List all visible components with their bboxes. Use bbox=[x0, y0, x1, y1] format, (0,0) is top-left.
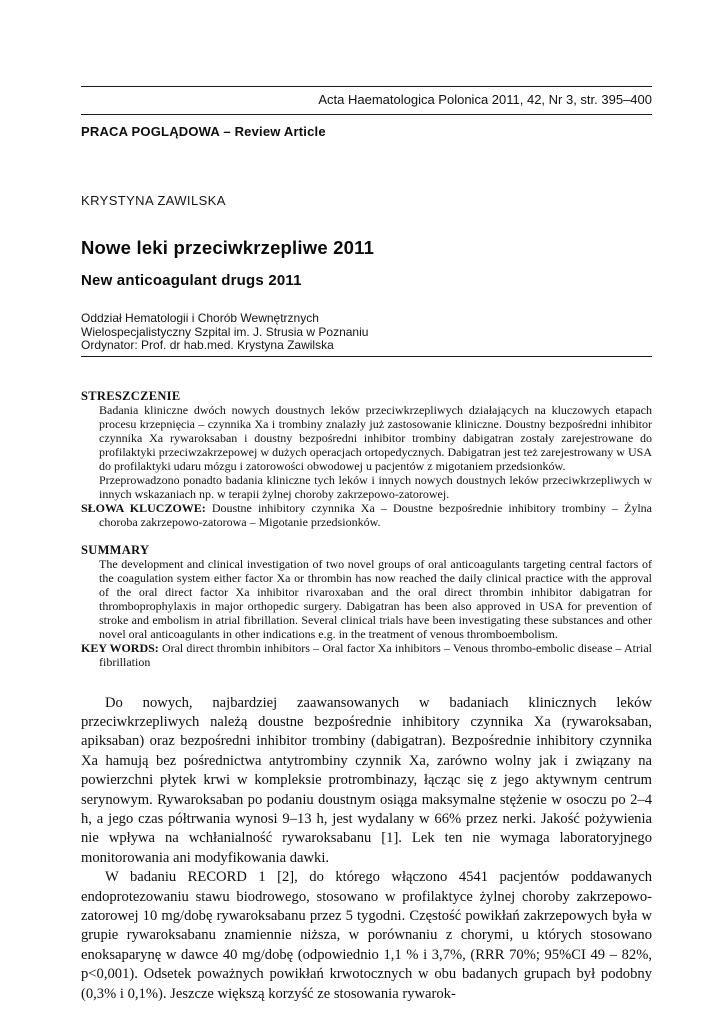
affiliation-block bbox=[81, 312, 652, 353]
abstract-polish-section bbox=[81, 389, 652, 529]
article-title-english: New anticoagulant drugs 2011 bbox=[81, 272, 302, 289]
content-column bbox=[81, 0, 652, 1004]
abstract-english-paragraph: The development and clinical investigation of two novel groups of oral anticoagulants targeting central factors of the coagulation system either factor Xa or thrombin has now reached the daily clinical practice with the approval of the oral direct factor Xa inhibitor rivaroxaban and the oral direct thrombin inhibitor dabigatran for thromboprophylaxis in major orthopedic surgery. Dabigatran has been also approved in USA for prevention of stroke and embolism in atrial fibrillation. Several clinical trials have been investigating these substances and other novel oral anticoagulants in other indications e.g. in the treatment of venous thromboembolism. bbox=[99, 556, 652, 641]
affiliation-rule bbox=[81, 356, 652, 357]
keywords-polish-text: Doustne inhibitory czynnika Xa – Doustne bezpośrednie inhibitory trombiny – Żylna choroba zakrzepowo-zatorowa – Migotanie przedsionków. bbox=[99, 500, 652, 529]
article-body bbox=[81, 694, 652, 1005]
article-type-label: PRACA POGLĄDOWA – Review Article bbox=[81, 124, 326, 139]
abstract-english-heading: SUMMARY bbox=[81, 542, 150, 557]
abstract-polish-heading: STRESZCZENIE bbox=[81, 388, 181, 403]
keywords-english-text: Oral direct thrombin inhibitors – Oral factor Xa inhibitors – Venous thrombo-embolic disease – Atrial fibrillation bbox=[99, 640, 653, 669]
journal-citation-line: Acta Haematologica Polonica 2011, 42, Nr 3, str. 395–400 bbox=[318, 92, 652, 107]
keywords-polish-label: SŁOWA KLUCZOWE: bbox=[81, 500, 206, 515]
body-paragraph: W badaniu RECORD 1 [2], do którego włączono 4541 pacjentów poddawanych endoprotezowaniu stawu biodrowego, stosowano w profilaktyce żylnej choroby zakrzepowo-zatorowej 10 mg/dobę rywaroksabanu przez 5 tygodni. Częstość powikłań zakrzepowych była w grupie rywaroksabanu znamiennie niższa, w porównaniu z chorymi, u których stosowano enoksaparynę w dawce 40 mg/dobę (odpowiednio 1,1 % i 3,7%, (RRR 70%; 95%CI 49 – 82%, p<0,001). Odsetek poważnych powikłań krwotocznych w obu badanych grupach był podobny (0,3% i 0,1%). Jeszcze większą korzyść ze stosowania rywarok- bbox=[81, 869, 652, 1002]
article-title-polish: Nowe leki przeciwkrzepliwe 2011 bbox=[81, 237, 375, 258]
abstract-polish-paragraph: Przeprowadzono ponadto badania kliniczne tych leków i innych nowych doustnych leków przeciwkrzepliwych w innych wskazaniach np. w terapii żylnej choroby zakrzepowo-zatorowej. bbox=[99, 472, 652, 501]
abstract-polish-paragraph: Badania kliniczne dwóch nowych doustnych leków przeciwkrzepliwych działających na kluczowych etapach procesu krzepnięcia – czynnika Xa i trombiny znalazły już zastosowanie kliniczne. Doustny bezpośredni inhibitor czynnika Xa rywaroksaban i doustny bezpośredni inhibitor trombiny dabigatran zostały zarejestrowane do profilaktyki przeciwzakrzepowej w dużych operacjach ortopedycznych. Dabigatran jest też zarejestrowany w USA do profilaktyki udaru mózgu i zatorowości obwodowej u pacjentów z migotaniem przedsionków. bbox=[99, 402, 652, 473]
affiliation-line-hospital: Wielospecjalistyczny Szpital im. J. Strusia w Poznaniu bbox=[81, 324, 369, 339]
affiliation-line-department: Oddział Hematologii i Chorób Wewnętrznych bbox=[81, 311, 319, 325]
author-name: KRYSTYNA ZAWILSKA bbox=[81, 193, 226, 208]
header-bottom-rule bbox=[81, 114, 652, 115]
affiliation-line-head: Ordynator: Prof. dr hab.med. Krystyna Zawilska bbox=[81, 338, 334, 352]
body-paragraph: Do nowych, najbardziej zaawansowanych w badaniach klinicznych leków przeciwkrzepliwych należą doustne bezpośrednie inhibitory czynnika Xa (rywaroksaban, apiksaban) oraz bezpośredni inhibitor trombiny (dabigatran). Bezpośrednie inhibitory czynnika Xa hamują bez pośrednictwa antytrombiny czynnik Xa, zarówno wolny jak i związany na powierzchni płytek krwi w kompleksie protrombinazy, łącząc się z jego aktywnym centrum serynowym. Rywaroksaban po podaniu doustnym osiąga maksymalne stężenie w osoczu po 2–4 h, a jego czas półtrwania wynosi 9–13 h, jest wydalany w 66% przez nerki. Jakość pożywienia nie wpływa na wchłanialność rywaroksabanu [1]. Lek ten nie wymaga laboratoryjnego monitorowania ani modyfikowania dawki. bbox=[81, 694, 652, 866]
keywords-polish-line bbox=[81, 500, 652, 529]
abstract-english-section bbox=[81, 543, 652, 669]
keywords-english-line bbox=[81, 640, 653, 669]
keywords-english-label: KEY WORDS: bbox=[81, 640, 159, 655]
